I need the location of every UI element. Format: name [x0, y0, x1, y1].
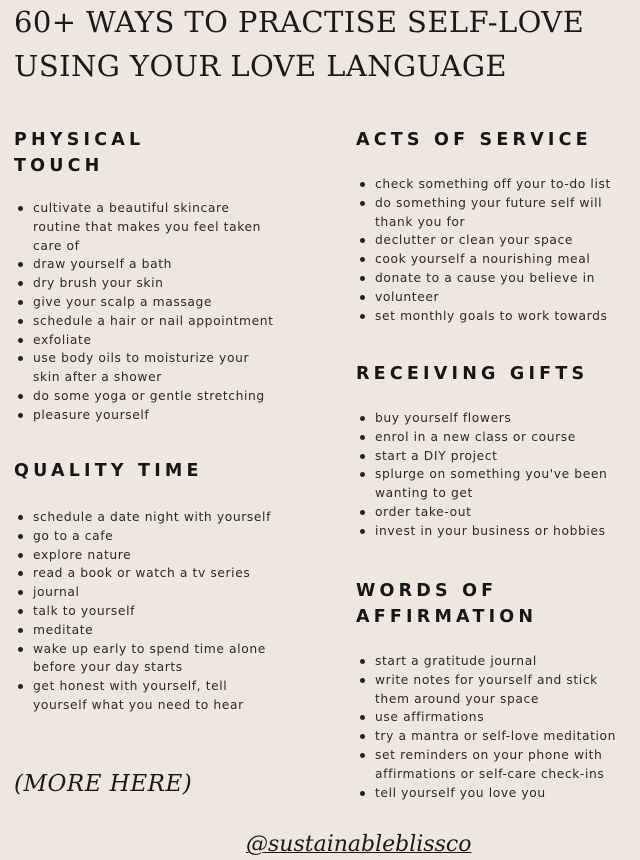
list-item [356, 231, 626, 250]
list-item-text: tell yourself you love you [375, 785, 546, 800]
list-item-text: go to a cafe [33, 528, 114, 543]
list-item-text: check something off your to-do list [375, 177, 611, 191]
bullet-icon [360, 791, 365, 796]
list-item-text: start a gratitude journal [375, 654, 537, 668]
list-item [356, 652, 618, 671]
list-item [356, 447, 618, 466]
bullet-icon [360, 201, 365, 206]
list-item [14, 508, 276, 527]
list-item-text: schedule a date night with yourself [33, 510, 272, 524]
list-item-text: do some yoga or gentle stretching [33, 388, 265, 403]
section-words-of-affirmation [356, 578, 636, 802]
page-title [14, 0, 584, 88]
section-heading-words-of-affirmation: WORDS OF AFFIRMATION [356, 581, 538, 627]
list-item-text: invest in your business or hobbies [375, 523, 606, 538]
list-item-text: order take-out [375, 504, 472, 519]
list-item-text: donate to a cause you believe in [375, 270, 596, 285]
list-item-text: schedule a hair or nail appointment [33, 313, 274, 328]
list-item [14, 255, 276, 274]
list-item [356, 269, 626, 288]
list-item [356, 307, 626, 326]
list-item-text: talk to yourself [33, 603, 136, 618]
list-item-text: read a book or watch a tv series [33, 566, 251, 581]
list-item-text: exfoliate [33, 332, 92, 347]
bullet-icon [18, 628, 23, 633]
list-item [14, 621, 276, 640]
list-item-text: set reminders on your phone with affirmations or self-care check-ins [375, 747, 605, 781]
list-item [14, 274, 276, 293]
bullet-icon [18, 571, 23, 576]
section-heading-receiving-gifts: RECEIVING GIFTS [356, 364, 589, 384]
bullet-icon [18, 609, 23, 614]
list-item-text: get honest with yourself, tell yourself what you need to hear [33, 679, 244, 712]
bullet-icon [18, 206, 23, 211]
list-item [356, 708, 618, 727]
section-acts-of-service [356, 127, 636, 325]
bullet-icon [18, 590, 23, 595]
list-item [356, 194, 626, 232]
bullet-icon [360, 257, 365, 262]
title-line-1: 60+ WAYS TO PRACTISE SELF-LOVE [14, 5, 585, 39]
list-item [14, 677, 276, 715]
list-item-text: start a DIY project [375, 448, 498, 463]
bullet-icon [360, 416, 365, 421]
bullet-icon [18, 534, 23, 539]
list-item [356, 522, 618, 541]
bullet-icon [360, 659, 365, 664]
bullet-icon [360, 472, 365, 477]
list-item [356, 250, 626, 269]
list-item [356, 503, 618, 522]
list-item-text: try a mantra or self-love meditation [375, 729, 617, 744]
list-item-text: splurge on something you've been wanting to get [375, 467, 608, 501]
list-item-text: write notes for yourself and stick them around your space [375, 672, 598, 706]
list-item-text: use body oils to moisturize your skin after a shower [33, 351, 250, 385]
list-item-text: meditate [33, 622, 94, 637]
list-item [14, 387, 276, 406]
list-item-text: declutter or clean your space [375, 233, 574, 248]
list-item [14, 583, 276, 602]
list-item-text: do something your future self will thank you for [375, 195, 603, 229]
bullet-icon [360, 276, 365, 281]
list-item [356, 746, 618, 784]
list-item [356, 175, 626, 194]
list-item [356, 784, 618, 803]
physical-touch-list [14, 199, 276, 425]
section-physical-touch [14, 127, 314, 425]
bullet-icon [360, 295, 365, 300]
list-item-text: use affirmations [375, 710, 485, 725]
bullet-icon [18, 684, 23, 689]
bullet-icon [360, 678, 365, 683]
title-line-2: USING YOUR LOVE LANGUAGE [14, 49, 507, 83]
bullet-icon [360, 314, 365, 319]
list-item-text: pleasure yourself [33, 407, 150, 422]
bullet-icon [18, 262, 23, 267]
list-item [14, 527, 276, 546]
bullet-icon [360, 753, 365, 758]
bullet-icon [18, 319, 23, 324]
list-item [14, 349, 276, 387]
bullet-icon [360, 182, 365, 187]
list-item [14, 640, 276, 678]
list-item [14, 293, 276, 312]
list-item [14, 199, 276, 255]
list-item [356, 727, 618, 746]
bullet-icon [360, 238, 365, 243]
bullet-icon [360, 454, 365, 459]
list-item-text: buy yourself flowers [375, 411, 512, 425]
list-item [14, 331, 276, 350]
quality-time-list [14, 508, 276, 715]
list-item-text: draw yourself a bath [33, 257, 173, 272]
list-item-text: wake up early to spend time alone before your day starts [33, 641, 266, 675]
bullet-icon [360, 435, 365, 440]
bullet-icon [18, 647, 23, 652]
account-handle[interactable]: @sustainableblissco [246, 832, 472, 857]
bullet-icon [18, 553, 23, 558]
section-heading-acts-of-service: ACTS OF SERVICE [356, 130, 592, 150]
bullet-icon [360, 734, 365, 739]
section-quality-time [14, 458, 314, 715]
list-item-text: set monthly goals to work towards [375, 308, 608, 323]
list-item [14, 406, 276, 425]
list-item-text: cultivate a beautiful skincare routine that makes you feel taken care of [33, 201, 262, 253]
list-item [356, 409, 618, 428]
list-item-text: volunteer [375, 289, 440, 304]
acts-of-service-list [356, 175, 626, 325]
bullet-icon [18, 281, 23, 286]
bullet-icon [360, 715, 365, 720]
list-item [356, 428, 618, 447]
bullet-icon [360, 529, 365, 534]
bullet-icon [18, 394, 23, 399]
list-item-text: cook yourself a nourishing meal [375, 252, 591, 267]
list-item [356, 465, 618, 503]
list-item [14, 602, 276, 621]
list-item [356, 288, 626, 307]
list-item-text: dry brush your skin [33, 276, 164, 291]
section-receiving-gifts [356, 361, 636, 541]
list-item-text: journal [33, 585, 80, 600]
list-item [356, 671, 618, 709]
bullet-icon [18, 338, 23, 343]
bullet-icon [18, 356, 23, 361]
list-item [14, 546, 276, 565]
list-item [14, 564, 276, 583]
list-item [14, 312, 276, 331]
bullet-icon [18, 515, 23, 520]
bullet-icon [360, 510, 365, 515]
more-here-link[interactable]: (MORE HERE) [14, 771, 193, 797]
list-item-text: enrol in a new class or course [375, 429, 576, 444]
bullet-icon [18, 300, 23, 305]
receiving-gifts-list [356, 409, 618, 541]
list-item-text: give your scalp a massage [33, 294, 213, 309]
section-heading-physical-touch: PHYSICAL TOUCH [14, 130, 145, 176]
words-of-affirmation-list [356, 652, 618, 802]
section-heading-quality-time: QUALITY TIME [14, 461, 203, 481]
bullet-icon [18, 413, 23, 418]
list-item-text: explore nature [33, 547, 132, 562]
